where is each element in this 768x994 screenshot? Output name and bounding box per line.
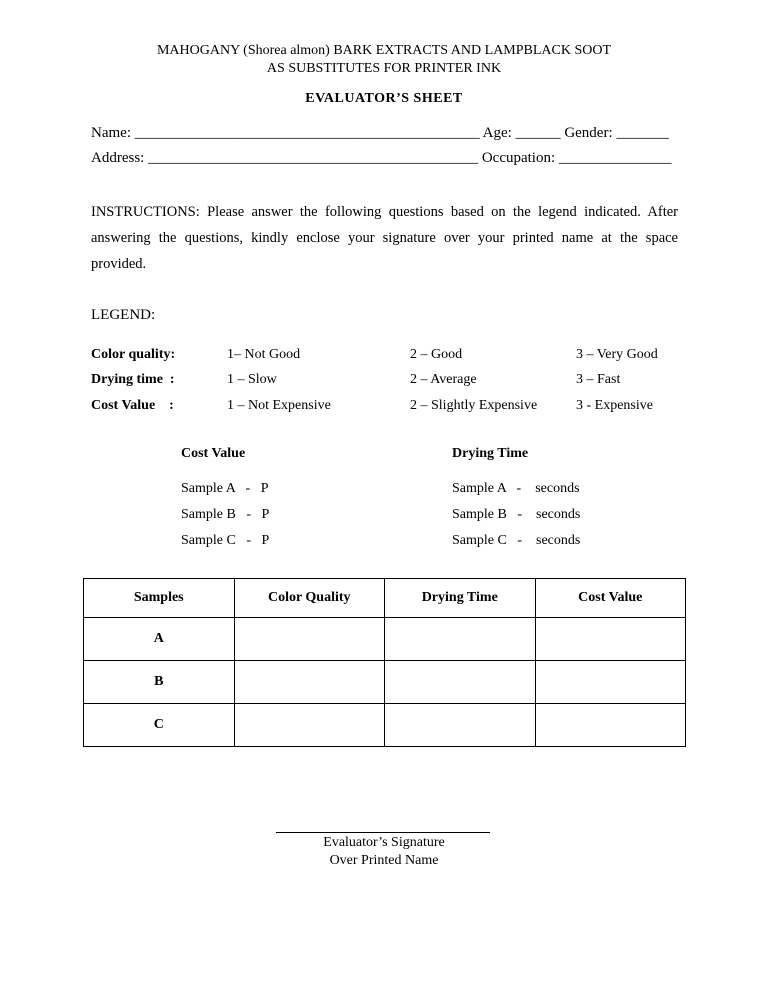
signature-label-line1 bbox=[0, 835, 768, 851]
header-cost-value: Cost Value bbox=[535, 579, 686, 618]
legend-cost-value-1: 1 – Not Expensive bbox=[227, 398, 331, 413]
cost-value-sample-a: Sample A - P bbox=[181, 481, 269, 496]
signature-line[interactable] bbox=[276, 832, 490, 833]
legend-drying-time-1: 1 – Slow bbox=[227, 372, 277, 387]
cell-b-drying-time[interactable] bbox=[385, 661, 536, 704]
header-samples: Samples bbox=[84, 579, 235, 618]
legend-drying-time-2: 2 – Average bbox=[410, 372, 477, 387]
drying-time-sample-a: Sample A - seconds bbox=[452, 481, 580, 496]
legend-cost-value-3: 3 - Expensive bbox=[576, 398, 653, 413]
table-row bbox=[84, 618, 686, 661]
cell-a-color-quality[interactable] bbox=[234, 618, 385, 661]
cell-c-drying-time[interactable] bbox=[385, 704, 536, 747]
legend-drying-time-label: Drying time : bbox=[91, 372, 175, 387]
drying-time-sample-b: Sample B - seconds bbox=[452, 507, 581, 522]
cost-value-sample-b: Sample B - P bbox=[181, 507, 270, 522]
table-row bbox=[84, 661, 686, 704]
legend-color-quality-1: 1– Not Good bbox=[227, 347, 301, 362]
evaluation-table bbox=[83, 578, 686, 747]
signature-label-text: Evaluator’s Signature bbox=[323, 835, 445, 850]
cell-b-cost-value[interactable] bbox=[535, 661, 686, 704]
drying-time-sample-c: Sample C - seconds bbox=[452, 533, 581, 548]
header-color-quality: Color Quality bbox=[234, 579, 385, 618]
header-drying-time: Drying Time bbox=[385, 579, 536, 618]
table-header-row bbox=[84, 579, 686, 618]
name-age-gender-field[interactable]: Name: ______________________________________________ Age: ______ Gender: _______ bbox=[91, 125, 669, 141]
legend-drying-time-3: 3 – Fast bbox=[576, 372, 621, 387]
cell-c-cost-value[interactable] bbox=[535, 704, 686, 747]
cell-a-drying-time[interactable] bbox=[385, 618, 536, 661]
cell-c-color-quality[interactable] bbox=[234, 704, 385, 747]
cell-a-cost-value[interactable] bbox=[535, 618, 686, 661]
signature-label-line2: Over Printed Name bbox=[329, 853, 439, 868]
row-sample-a-label: A bbox=[84, 618, 235, 661]
legend-cost-value-label: Cost Value : bbox=[91, 398, 174, 413]
legend-label: LEGEND: bbox=[91, 307, 156, 323]
document-title-line2: AS SUBSTITUTES FOR PRINTER INK bbox=[266, 61, 502, 76]
row-sample-c-label: C bbox=[84, 704, 235, 747]
document-title-line1: MAHOGANY (Shorea almon) BARK EXTRACTS AND LAMPBLACK SOOT bbox=[156, 43, 612, 58]
drying-time-heading: Drying Time bbox=[452, 446, 529, 461]
legend-color-quality-3: 3 – Very Good bbox=[576, 347, 658, 362]
legend-color-quality-label: Color quality: bbox=[91, 347, 176, 362]
row-sample-b-label: B bbox=[84, 661, 235, 704]
instructions-text: INSTRUCTIONS: Please answer the following questions based on the legend indicated. After answering the questions, kindly enclose your signature over your printed name at the space provided. bbox=[91, 204, 678, 272]
legend-color-quality-2: 2 – Good bbox=[410, 347, 463, 362]
cost-value-sample-c: Sample C - P bbox=[181, 533, 270, 548]
table-row bbox=[84, 704, 686, 747]
legend-cost-value-2: 2 – Slightly Expensive bbox=[410, 398, 538, 413]
sheet-title: EVALUATOR’S SHEET bbox=[305, 91, 463, 106]
cell-b-color-quality[interactable] bbox=[234, 661, 385, 704]
cost-value-heading: Cost Value bbox=[181, 446, 246, 461]
address-occupation-field[interactable]: Address: ____________________________________________ Occupation: _______________ bbox=[91, 150, 672, 166]
